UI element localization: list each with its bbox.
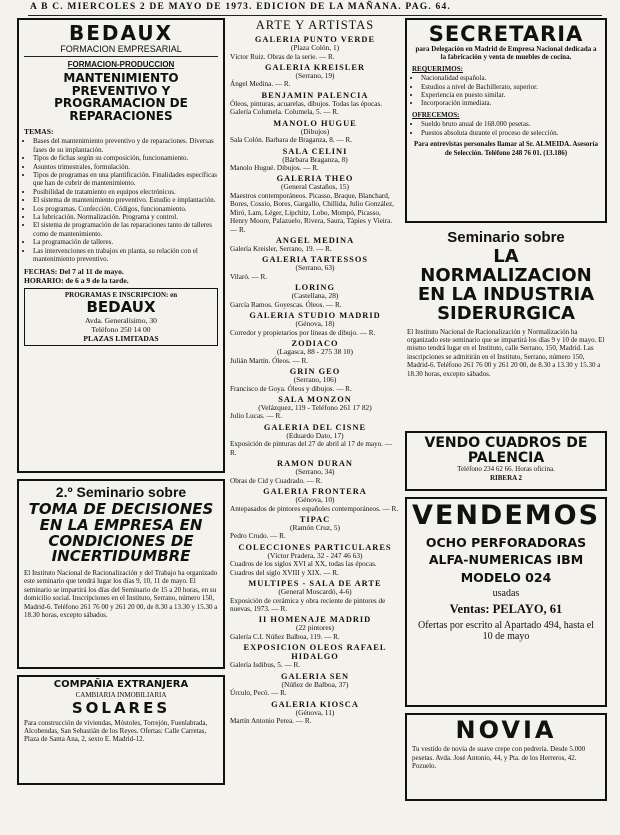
gallery-name: SALA MONZON (278, 394, 352, 404)
ad-formacion-empresarial (17, 18, 225, 473)
gallery-text: Vilaró. — R. (230, 272, 268, 281)
gallery-name: TIPAC (299, 514, 331, 524)
ad-seminario-decisiones (17, 479, 225, 669)
list-item: • Puestos absoluta durante el proceso de selección. (421, 129, 600, 137)
offer-list (412, 120, 600, 137)
seminar-title: LA NORMALIZACION EN LA INDUSTRIA SIDERURGICA (417, 246, 595, 324)
gallery-text: Galería Isdibus, 5. — R. (230, 661, 301, 670)
gallery-entry (230, 174, 400, 234)
off-label: OFRECEMOS: (412, 110, 460, 119)
ventas: Ventas: PELAYO, 61 (449, 601, 563, 616)
gallery-address: (22 pintores) (296, 623, 334, 633)
gallery-text: Úrculo, Pecó. — R. (230, 689, 287, 698)
gallery-address: (Lagasca, 88 - 275 38 10) (277, 347, 353, 357)
gallery-name: GALERIA DEL CISNE (263, 422, 367, 432)
list-item: • Tipos de programas en una plantificación. Finalidades específicas que han de cubrir de mantenimiento. (33, 171, 218, 188)
ad-normalizacion (405, 229, 607, 429)
gallery-name: GALERIA KIOSCA (271, 699, 359, 709)
gallery-text: Galería C.I. Núñez Balboa, 119. — R. (230, 632, 340, 641)
gallery-text: Martín Antonio Perea. — R. (230, 717, 312, 726)
temas-label: TEMAS: (24, 127, 54, 137)
section-label: FORMACION-PRODUCCION (67, 60, 175, 69)
line3: MODELO 024 (460, 569, 552, 585)
gallery-address: (Serrano, 106) (293, 375, 337, 384)
gallery-address: (Dibujos) (300, 126, 330, 136)
gallery-address: (Serrano, 63) (295, 263, 335, 273)
gallery-entry (230, 700, 400, 726)
lead: Seminario sobre (447, 229, 565, 246)
course-title: MANTENIMIENTO PREVENTIVO Y PROGRAMACION DE REPARACIONES (54, 71, 188, 123)
wanted: SOLARES (71, 698, 171, 717)
gallery-list (230, 35, 400, 726)
gallery-text: Exposición de cerámica y obra reciente de pintores de nuevas, 1973. — R. (230, 596, 386, 614)
gallery-name: GALERIA SEN (280, 671, 349, 681)
list-item: • Asuntos trimestrales, formulación. (33, 163, 218, 171)
list-item: • Sueldo bruto anual de 168.000 pesetas. (421, 120, 600, 128)
gallery-name: GALERIA TARTESSOS (262, 255, 368, 265)
cuadros-contact: Teléfono 234 62 66. Horas oficina. (457, 465, 555, 474)
inscripcion-box (24, 288, 218, 345)
list-item: • Las intervenciones en trabajos en planta, su relación con el mantenimiento preventivo. (33, 247, 218, 264)
gallery-text: Sala Colón. Barbara de Braganza, 8. — R. (230, 136, 352, 145)
ad-secretaria (405, 18, 607, 223)
gallery-text: Galería Kreisler, Serrano, 19. — R. (230, 244, 332, 253)
intro: para Delegación en Madrid de Empresa Nacional dedicada a la fabricación y venta de muebles de cocina. (415, 45, 597, 62)
list-item: • Experiencia en puesto similar. (421, 91, 600, 99)
gallery-name: BENJAMIN PALENCIA (261, 90, 369, 100)
gallery-text: Ángel Medina. — R. (230, 80, 291, 89)
gallery-entry (230, 423, 400, 457)
cuadros-title: VENDO CUADROS DE PALENCIA (424, 435, 588, 466)
gallery-text: Manolo Hugué. Dibujos. — R. (230, 164, 319, 173)
gallery-entry (230, 311, 400, 337)
page-header: A B C. MIERCOLES 2 DE MAYO DE 1973. EDICION DE LA MAÑANA. PAG. 64. (30, 2, 451, 12)
gallery-entry (230, 515, 400, 541)
list-item: • Nacionalidad española. (421, 74, 600, 82)
usadas: usadas (492, 587, 520, 599)
gallery-text: Francisco de Goya. Óleos y dibujos. — R. (230, 384, 352, 393)
gallery-entry (230, 63, 400, 89)
company-sub: CAMBIARIA INMOBILIARIA (75, 690, 167, 699)
lead: 2.º Seminario sobre (55, 484, 187, 500)
gallery-address: (Génova, 18) (295, 319, 335, 329)
line2: ALFA-NUMERICAS IBM (428, 552, 584, 568)
brand-logo: BEDAUX (86, 297, 156, 316)
plazas: PLAZAS LIMITADAS (83, 333, 159, 343)
gallery-name: II HOMENAJE MADRID (258, 615, 372, 625)
gallery-name: COLECCIONES PARTICULARES (238, 542, 392, 552)
ofertas: Ofertas por escrito al Apartado 494, hasta el 10 de mayo (417, 619, 595, 642)
gallery-text: Corredor y propietarios por líneas de dibujo. — R. (230, 328, 376, 337)
list-item: • Bases del mantenimiento preventivo y de reparaciones. Diversas fases de su implantación. (33, 137, 218, 154)
section-title: ARTE Y ARTISTAS (255, 18, 375, 32)
gallery-address: (Serrano, 19) (295, 70, 335, 80)
gallery-entry (230, 91, 400, 117)
gallery-name: EXPOSICION OLEOS RAFAEL HIDALGO (243, 643, 387, 662)
gallery-name: GALERIA FRONTERA (263, 487, 367, 497)
column-right (405, 18, 607, 807)
vendemos-title: VENDEMOS (412, 500, 601, 531)
list-item: • El sistema de mantenimiento preventivo. Estudio e implantación. (33, 196, 218, 204)
gallery-entry (230, 35, 400, 61)
gallery-address: (Génova, 11) (295, 707, 335, 717)
gallery-name: MANOLO HUGUE (273, 118, 357, 128)
subtitle: FORMACION EMPRESARIAL (24, 44, 218, 57)
ad-novia (405, 713, 607, 801)
gallery-entry (230, 147, 400, 173)
logo: BEDAUX (68, 21, 174, 45)
gallery-text: Pedro Crudo. — R. (230, 532, 286, 541)
gallery-address: (General Moscardó, 4-6) (278, 587, 352, 597)
phone: Teléfono 250 14 00 (91, 324, 151, 334)
list-item: • Incorporación inmediata. (421, 99, 600, 107)
gallery-entry (230, 487, 400, 513)
company-title: COMPAÑIA EXTRANJERA (53, 679, 189, 690)
fechas: FECHAS: Del 7 al 11 de mayo. (24, 267, 124, 277)
horario: HORARIO: de 6 a 9 de la tarde. (24, 276, 129, 286)
gallery-address: (Velázquez, 119 - Teléfono 261 17 82) (258, 402, 372, 412)
gallery-entry (230, 615, 400, 641)
gallery-name: RAMON DURAN (277, 459, 353, 469)
gallery-entry (230, 119, 400, 145)
contact: Para entrevistas personales llamar al Sr. ALMEIDA. Asesoría de Selección. Teléfono 248 76 01. (13.186) (413, 140, 598, 157)
list-item: • Tipos de fichas según su composición, funcionamiento. (33, 154, 218, 162)
seminar-title: TOMA DE DECISIONES EN LA EMPRESA EN CONDICIONES DE INCERTIDUMBRE (28, 500, 214, 566)
gallery-name: ZODIACO (291, 339, 339, 349)
gallery-entry (230, 283, 400, 309)
gallery-text: Óleos, pinturas, acuarelas, dibujos. Todas las épocas. Galería Columela. Columela, 5. — R. (230, 99, 383, 117)
novia-body: Tu vestido de novia de suave crepe con pedrería. Desde 5.000 pesetas. Avda. José Antonio, 44, y Pta. de los Herreros, 42. Pozuelo. (412, 745, 586, 770)
gallery-text: Julián Martín. Óleos. — R. (230, 356, 309, 365)
list-item: • Estudios a nivel de Bachillerato, superior. (421, 83, 600, 91)
gallery-name: GALERIA STUDIO MADRID (249, 311, 381, 321)
info-label: PROGRAMAS E INSCRIPCION: en (64, 291, 178, 300)
ad-compania (17, 675, 225, 785)
gallery-address: (Génova, 10) (295, 495, 335, 505)
req-list (412, 74, 600, 108)
gallery-entry (230, 459, 400, 485)
gallery-name: GALERIA THEO (276, 174, 354, 184)
gallery-address: (Núñez de Balboa, 37) (281, 679, 349, 689)
gallery-entry (230, 543, 400, 577)
gallery-entry (230, 339, 400, 365)
list-item: • Posibilidad de tratamiento en equipos electrónicos. (33, 188, 218, 196)
column-center (230, 18, 400, 833)
company-body: Para construcción de viviendas, Móstoles, Torrejón, Fuenlabrada, Alcobendas, San Sebastián de los Reyes. Ofertas: Calle Carretas, Plaza de Santa Ana, 2, sexto E. Madrid-12. (24, 718, 208, 744)
list-item: • El sistema de programación de las reparaciones tanto de talleres como de mantenimiento. (33, 221, 218, 238)
gallery-text: García Ramos. Goyescas. Óleos. — R. (230, 300, 342, 309)
gallery-text: Julio Lucas. — R. (230, 412, 283, 421)
header-rule (28, 15, 602, 16)
gallery-name: GALERIA KREISLER (264, 62, 365, 72)
gallery-name: SALA CELINI (282, 146, 348, 156)
column-left (17, 18, 225, 791)
gallery-text: Maestros contemporáneos. Picasso, Braque, Blanchard, Bores, Cossío, Bores, Gargallo, Chillida, Julio González, Miró, Lam, Léger, Lipchitz, Lobo, Mompó, Picasso, Henry Moore, Palazuelo, Rivera, Saura, Tàpies y Vieira. — R. (230, 191, 394, 234)
list-item: • Los programas. Confección. Códigos, funcionamiento. (33, 205, 218, 213)
address: Avda. Generalísimo, 30 (85, 315, 157, 325)
gallery-entry (230, 255, 400, 281)
gallery-address: (Serrano, 34) (295, 467, 335, 477)
gallery-entry (230, 367, 400, 393)
gallery-entry (230, 579, 400, 613)
cuadros-ref: RIBERA 2 (489, 473, 523, 482)
ad-vendemos (405, 497, 607, 707)
gallery-text: Víctor Ruiz. Obras de la serie. — R. (230, 52, 335, 61)
gallery-address: (Bárbara Braganza, 8) (282, 154, 348, 164)
gallery-address: (Víctor Pradera, 32 - 247 46 63) (267, 550, 363, 560)
gallery-name: MULTIPES - SALA DE ARTE (248, 579, 382, 589)
gallery-address: (Eduardo Dato, 17) (286, 430, 344, 440)
gallery-address: (Castellana, 28) (291, 291, 339, 301)
seminar-body: El Instituto Nacional de Racionalización y Normalización ha organizado este seminario que se impartirá los días 9 y 10 de mayo. El mismo tendrá lugar en el Instituto, calle Serrano, 150, Madrid. Las inscripciones se admitirán en el Instituto, Serrano, número 150, Madrid-6. Teléfono 261 76 00 y 261 20 00, de 8.30 a 13.30 y 15.30 a 18.30 horas, excepto sábados. (407, 327, 605, 378)
req-label: REQUERIMOS: (412, 64, 463, 73)
line1: OCHO PERFORADORAS (425, 535, 587, 551)
seminar-body: El Instituto Nacional de Racionalización y del Trabajo ha organizado este seminario que tendrá lugar los días 9, 10, 11 de mayo. El seminario se impartirá los días del Seminario de 15 a 20 horas, en su domicilio social. Inscripciones en el Instituto, Serrano, número 150, Madrid-6. Teléfono 261 76 00 y 261 20 00, de 8.30 a 13.30 y 15.30 a 18.30 horas, excepto sábados. (24, 569, 218, 620)
gallery-entry (230, 672, 400, 698)
gallery-address: (Plaza Colón, 1) (290, 43, 340, 52)
list-item: • La programación de talleres. (33, 238, 218, 246)
gallery-name: ANGEL MEDINA (275, 235, 355, 245)
gallery-entry (230, 236, 400, 253)
gallery-text: Obras de Cid y Cuadrado. — R. (230, 476, 323, 485)
gallery-name: GALERIA PUNTO VERDE (254, 35, 376, 44)
gallery-name: GRIN GEO (289, 367, 341, 376)
gallery-text: Antepasados de pintores españoles contemporáneos. — R. (230, 504, 399, 513)
gallery-name: LORING (295, 283, 335, 293)
novia-title: NOVIA (455, 716, 557, 744)
gallery-address: (Ramón Cruz, 5) (290, 522, 340, 532)
secretaria-title: SECRETARIA (428, 22, 584, 46)
ad-cuadros (405, 431, 607, 491)
gallery-address: (General Castaños, 15) (281, 182, 349, 192)
gallery-text: Cuadros de los siglos XVI al XX, todas las épocas. Cuadros del siglo XVIII y XIX. — R. (230, 560, 377, 577)
temas-list (24, 137, 218, 263)
gallery-entry (230, 395, 400, 421)
gallery-entry (230, 643, 400, 669)
list-item: • La lubricación. Normalización. Programa y control. (33, 213, 218, 221)
gallery-text: Exposición de pinturas del 27 de abril al 17 de mayo. — R. (230, 440, 393, 457)
